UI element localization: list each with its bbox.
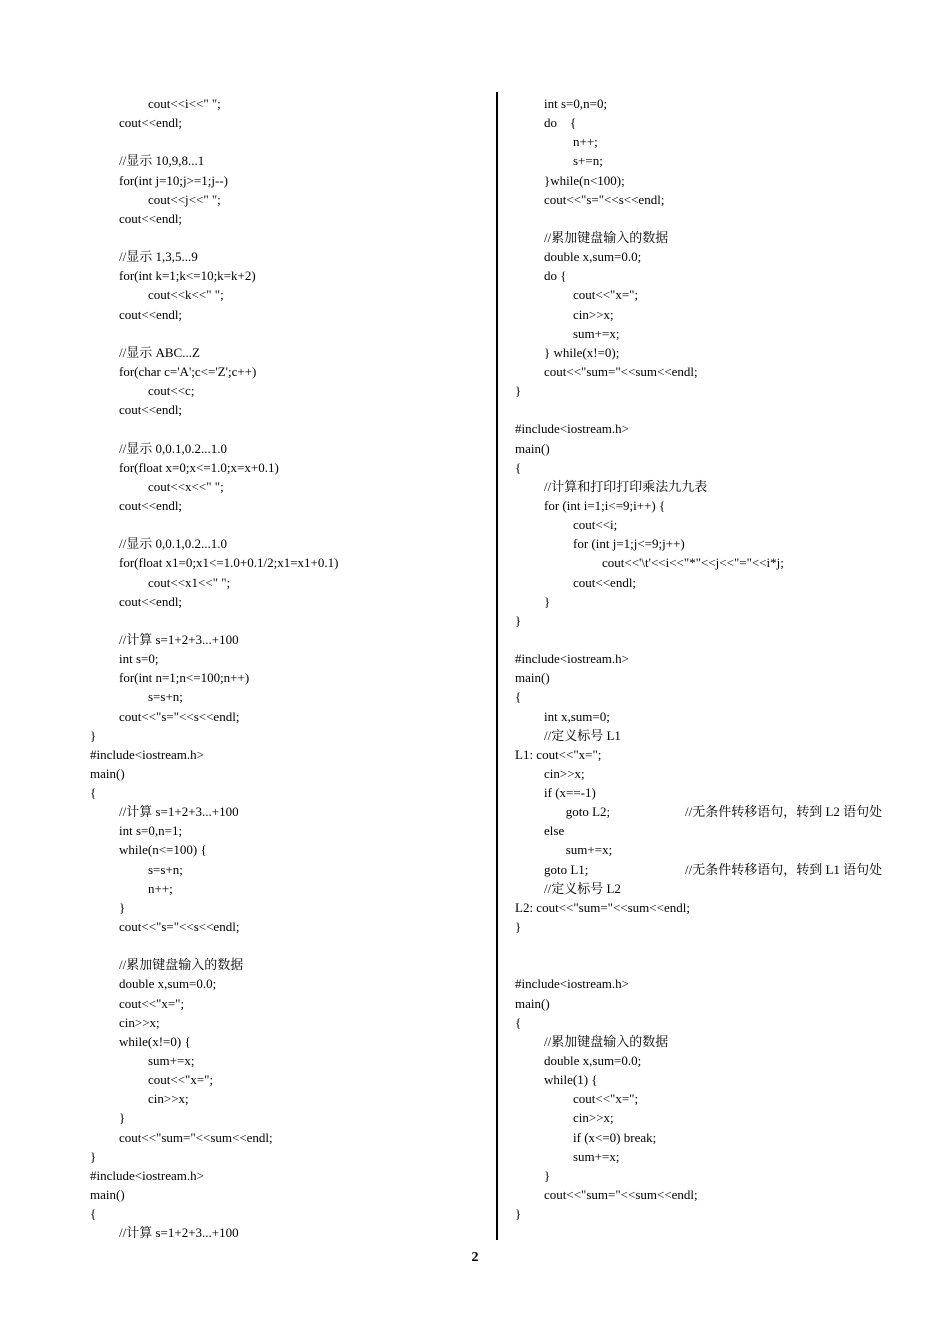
code-text: sum+=x; [573,325,620,341]
code-line [515,707,935,726]
code-text: cout<<"sum="<<sum<<endl; [544,363,698,379]
code-line [515,553,935,572]
code-text: cout<<endl; [119,402,183,418]
code-line [515,94,935,113]
code-line [90,439,490,458]
code-line [515,994,935,1013]
code-line [90,400,490,419]
code-line [515,974,935,993]
code-line [90,458,490,477]
code-line [515,936,935,955]
code-line [90,955,490,974]
code-line [90,515,490,534]
code-line [515,1070,935,1089]
code-line [515,247,935,266]
code-text: main() [90,1187,125,1203]
code-text: cout<<j<<" "; [148,191,221,207]
code-text: int x,sum=0; [544,708,610,724]
code-line [90,247,490,266]
code-line [515,649,935,668]
code-text: if (x<=0) break; [573,1129,657,1145]
code-text: //显示 1,3,5...9 [119,249,198,265]
code-line [90,285,490,304]
code-line [90,974,490,993]
code-text: } [515,1206,522,1222]
code-text: for(char c='A';c<='Z';c++) [119,363,257,379]
code-line [90,381,490,400]
code-text: //显示 ABC...Z [119,344,200,360]
page-number: 2 [471,1250,479,1265]
code-text: int s=0; [119,651,159,667]
code-line [90,764,490,783]
code-line [515,1166,935,1185]
code-line [90,898,490,917]
code-line [515,171,935,190]
code-line [90,1013,490,1032]
code-line [90,821,490,840]
code-text: cout<<endl; [119,115,183,131]
code-text: while(x!=0) { [119,1033,191,1049]
code-text: { [90,1206,97,1222]
code-line [515,687,935,706]
code-line [515,458,935,477]
code-line [90,611,490,630]
code-line [515,362,935,381]
code-text: sum+=x; [148,1053,195,1069]
code-text: else [544,823,565,839]
code-line [90,132,490,151]
code-line [515,1051,935,1070]
code-line [90,802,490,821]
code-line [515,381,935,400]
code-line [90,419,490,438]
code-line [90,305,490,324]
code-line [515,1108,935,1127]
code-text: while(n<=100) { [119,842,207,858]
code-text: for(int j=10;j>=1;j--) [119,172,229,188]
code-line [90,496,490,515]
code-text: cin>>x; [544,765,585,781]
column-divider [496,92,498,1240]
code-line [90,840,490,859]
code-text: } [515,612,522,628]
code-line [90,190,490,209]
code-text: } [515,919,522,935]
code-text: while(1) { [544,1072,598,1088]
code-text: main() [90,765,125,781]
code-text: cin>>x; [573,306,614,322]
code-line [515,879,935,898]
code-text: for(float x1=0;x1<=1.0+0.1/2;x1=x1+0.1) [119,555,339,571]
code-line [515,1089,935,1108]
code-text: int s=0,n=1; [119,823,183,839]
code-text: cout<<endl; [119,497,183,513]
code-text: double x,sum=0.0; [544,249,642,265]
code-line [90,726,490,745]
code-text: } [119,1110,126,1126]
code-text: sum+=x; [565,842,613,858]
code-line [515,534,935,553]
code-text: cout<<"x="; [573,1091,639,1107]
code-line [515,668,935,687]
code-line [515,305,935,324]
code-text: if (x==-1) [544,785,596,801]
code-line [90,362,490,381]
code-line [90,1185,490,1204]
code-text: { [90,785,97,801]
code-text: cout<<x<<" "; [148,478,224,494]
code-text: #include<iostream.h> [90,746,204,762]
code-text: for (int i=1;i<=9;i++) { [544,497,666,513]
code-text: //计算 s=1+2+3...+100 [119,1225,239,1241]
code-line [90,1166,490,1185]
code-text: cout<<"x="; [119,995,185,1011]
code-text: } [119,899,126,915]
code-line [90,534,490,553]
code-text: //累加键盘输入的数据 [544,1033,669,1049]
code-line [90,879,490,898]
code-text: do { [544,115,577,131]
code-line [90,1128,490,1147]
code-line [515,1032,935,1051]
code-line [515,1147,935,1166]
code-line [515,840,935,859]
code-line [515,611,935,630]
code-line [90,936,490,955]
code-text: cout<<endl; [119,593,183,609]
code-line [90,266,490,285]
code-line [90,343,490,362]
code-text: } [544,1167,551,1183]
code-line [90,553,490,572]
code-text: main() [515,995,550,1011]
code-text: //累加键盘输入的数据 [119,957,244,973]
code-text: } [544,593,551,609]
code-text: cout<<"s="<<s<<endl; [544,191,665,207]
code-text: }while(n<100); [544,172,625,188]
code-line [515,439,935,458]
code-text: #include<iostream.h> [90,1167,204,1183]
code-line [515,573,935,592]
code-line [90,573,490,592]
code-line [90,917,490,936]
code-line [515,802,935,821]
code-line [515,1013,935,1032]
code-line [90,1070,490,1089]
code-text: cout<<"s="<<s<<endl; [119,708,240,724]
code-text: //显示 10,9,8...1 [119,153,205,169]
code-text: cin>>x; [573,1110,614,1126]
code-text: do { [544,268,567,284]
code-text: #include<iostream.h> [515,421,629,437]
right-code-column [515,94,935,1223]
code-line [515,592,935,611]
code-line [90,1147,490,1166]
code-line [90,707,490,726]
code-text: //累加键盘输入的数据 [544,229,669,245]
code-text: cin>>x; [119,1014,160,1030]
code-text: cout<<'\t'<<i<<"*"<<j<<"="<<i*j; [602,555,784,571]
code-line [90,324,490,343]
code-text: } [90,727,97,743]
code-text: L1: cout<<"x="; [515,746,602,762]
code-line [90,783,490,802]
code-text: } while(x!=0); [544,344,620,360]
code-line [90,1051,490,1070]
code-text: //计算和打印打印乘法九九表 [544,478,708,494]
code-line [90,171,490,190]
code-text: int s=0,n=0; [544,96,608,111]
code-line [90,1223,490,1242]
code-line [515,783,935,802]
code-text: cout<<"x="; [148,1072,214,1088]
code-line [90,113,490,132]
left-code-column [90,94,490,1242]
code-text: cout<<"x="; [573,287,639,303]
code-line [90,994,490,1013]
code-line [515,266,935,285]
code-line [90,668,490,687]
code-text: s+=n; [573,153,603,169]
code-text: //计算 s=1+2+3...+100 [119,631,239,647]
code-text: cout<<"sum="<<sum<<endl; [544,1187,698,1203]
code-text: double x,sum=0.0; [544,1053,642,1069]
code-text: for(int n=1;n<=100;n++) [119,670,250,686]
code-line [515,515,935,534]
code-line [90,745,490,764]
code-text: goto L2; [565,804,611,820]
code-text: cin>>x; [148,1091,189,1107]
code-line [90,477,490,496]
code-line [515,1128,935,1147]
code-line [515,1185,935,1204]
code-text: cout<<"sum="<<sum<<endl; [119,1129,273,1145]
code-text: for (int j=1;j<=9;j++) [573,536,685,552]
code-line [90,94,490,113]
code-line [90,1108,490,1127]
code-line [90,1032,490,1051]
code-text: { [515,459,522,475]
code-text: main() [515,670,550,686]
code-text: //定义标号 L1 [544,727,621,743]
code-line [515,400,935,419]
code-text: goto L1; [544,861,589,877]
code-text: //显示 0,0.1,0.2...1.0 [119,536,227,552]
code-text: #include<iostream.h> [515,651,629,667]
code-line [515,496,935,515]
code-line [515,324,935,343]
code-line [515,285,935,304]
code-line [90,687,490,706]
code-line [90,860,490,879]
code-text: cout<<i<<" "; [148,96,221,111]
code-line [515,955,935,974]
code-text: //定义标号 L2 [544,880,621,896]
code-text: sum+=x; [573,1148,620,1164]
code-line [515,898,935,917]
code-comment: //无条件转移语句，转到 L2 语句处 [685,804,883,820]
code-comment: //无条件转移语句，转到 L1 语句处 [685,861,883,877]
code-text: main() [515,440,550,456]
code-text: cout<<endl; [573,574,637,590]
code-text: cout<<k<<" "; [148,287,224,303]
code-line [515,821,935,840]
code-line [515,726,935,745]
code-line [515,917,935,936]
code-line [90,209,490,228]
code-line [515,209,935,228]
code-line [515,151,935,170]
code-text: s=s+n; [148,861,183,877]
code-line [515,132,935,151]
code-line [90,592,490,611]
code-text: double x,sum=0.0; [119,976,217,992]
code-text: cout<<endl; [119,210,183,226]
code-text: for(int k=1;k<=10;k=k+2) [119,268,256,284]
code-line [90,649,490,668]
code-line [515,764,935,783]
code-line [90,151,490,170]
code-text: cout<<i; [573,517,618,533]
code-line [90,630,490,649]
code-line [515,343,935,362]
code-text: cout<<x1<<" "; [148,574,231,590]
code-text: for(float x=0;x<=1.0;x=x+0.1) [119,459,279,475]
code-line [90,1089,490,1108]
code-line [515,630,935,649]
code-text: s=s+n; [148,689,183,705]
code-text: cout<<"s="<<s<<endl; [119,919,240,935]
code-line [515,190,935,209]
code-line [515,1204,935,1223]
code-text: n++; [573,134,598,150]
code-line [515,745,935,764]
code-line [90,1204,490,1223]
code-text: n++; [148,880,173,896]
code-text: { [515,1014,522,1030]
code-text: cout<<endl; [119,306,183,322]
code-line [515,419,935,438]
code-line [90,228,490,247]
code-text: //显示 0,0.1,0.2...1.0 [119,440,227,456]
code-text: } [90,1148,97,1164]
code-text: L2: cout<<"sum="<<sum<<endl; [515,899,690,915]
code-text: } [515,383,522,399]
code-text: #include<iostream.h> [515,976,629,992]
code-text: //计算 s=1+2+3...+100 [119,804,239,820]
code-line [515,113,935,132]
code-text: { [515,689,522,705]
code-text: cout<<c; [148,383,195,399]
code-line [515,228,935,247]
code-line [515,477,935,496]
code-line [515,860,935,879]
